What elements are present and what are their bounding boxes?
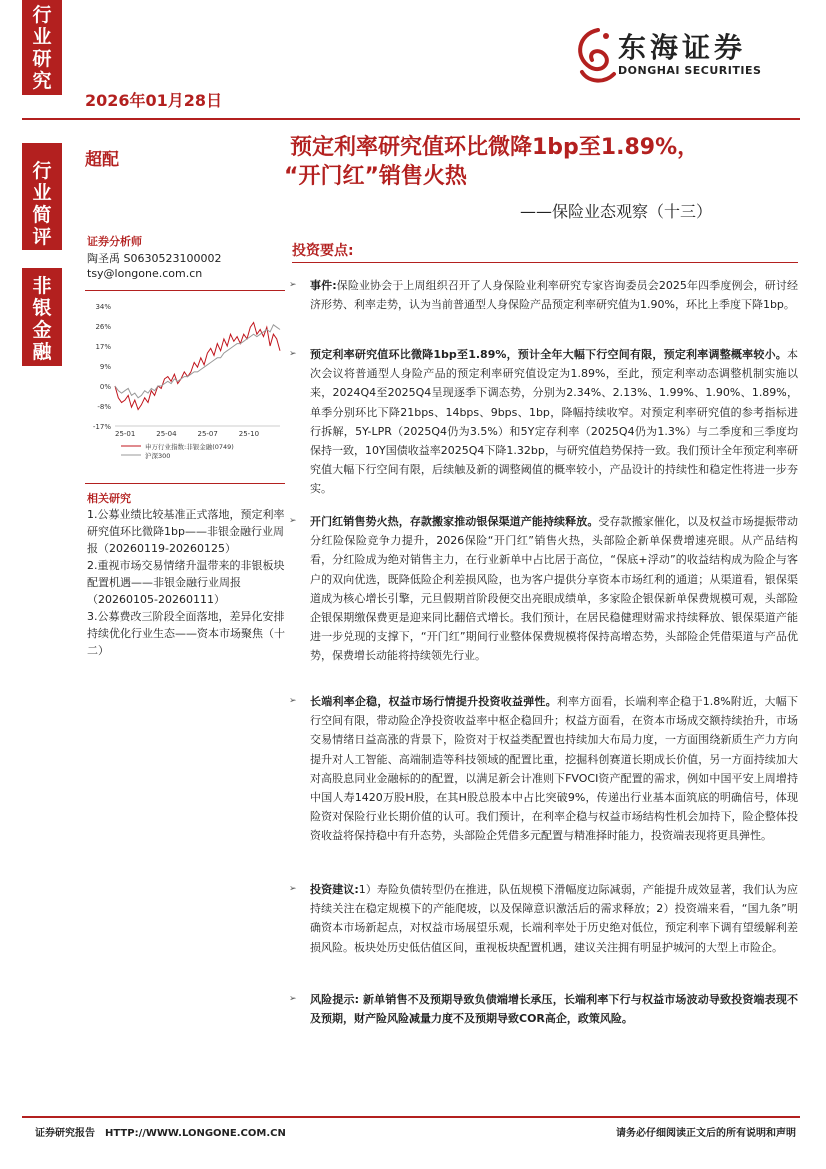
report-subtitle: ——保险业态观察（十三） [520, 202, 713, 221]
key-points-heading: 投资要点: [292, 243, 354, 259]
key-point-item [289, 880, 798, 957]
report-date: 2026年01月28日 [85, 91, 223, 110]
analyst-divider [85, 290, 285, 291]
footer-divider [22, 1116, 800, 1118]
key-point-text: 保险业协会于上周组织召开了人身保险业利率研究专家咨询委员会2025年四季度例会，研讨经济形势、利率走势，认为当前普通型人身保险产品预定利率研究值为1.90%，环比上季度下降1bp。 [310, 279, 798, 312]
bullet-arrow-icon: ➢ [289, 994, 297, 1004]
key-point-item [289, 692, 798, 846]
key-point-item [289, 512, 799, 666]
x-tick-label: 25-04 [156, 430, 177, 438]
chart-divider [85, 483, 285, 484]
bullet-arrow-icon: ➢ [289, 696, 297, 706]
key-point-lead: 风险提示: 新单销售不及预期导致负债端增长承压，长端利率下行与权益市场波动导致投资端表现不及预期，财产险风险减量力度不及预期导致COR高企，政策风险。 [310, 993, 798, 1026]
key-point-text: 利率方面看，长端利率企稳于1.8%附近，大幅下行空间有限，带动险企净投资收益率中枢企稳回升；权益方面看，在资本市场成交额持续抬升，市场交易情绪日益高涨的背景下，险资对于权益类配置也持续加大布局力度，一方面围绕新质生产力方向提升对人工智能、高端制造等科技领域的配置比重，挖掘科创赛道长期成长价值，另一方面持续加大对高股息同业金融标的的配置，以满足新会计准则下FVOCI资产配置的需求，例如中国平安上周增持中国人寿1420万股H股，在其H股总股本中占比突破9%，传递出行业基本面筑底的明确信号，体现险资对保险行业长期价值的认可。我们预计，在利率企稳与权益市场结构性机会加持下，险企整体投资收益将保持稳中有升态势，头部险企凭借多元配置与精准择时能力，投资端表现将更具弹性。 [310, 695, 798, 843]
title-line-2: “开门红”销售火热 [284, 164, 467, 189]
sidebar-label-industry-research: 行 业 研 究 [32, 4, 52, 92]
analyst-heading: 证券分析师 [87, 235, 142, 248]
sidebar-label-industry-brief: 行 业 简 评 [32, 160, 52, 248]
y-tick-label: 34% [95, 303, 111, 311]
analyst-cert: S0630523100002 [123, 252, 222, 265]
key-point-lead: 投资建议: [310, 883, 359, 896]
legend-label: 沪深300 [145, 452, 171, 460]
logo-text-en: DONGHAI SECURITIES [618, 64, 762, 77]
y-tick-label: 9% [99, 363, 111, 371]
key-point-item [289, 276, 798, 314]
related-research-item[interactable]: 2.重视市场交易情绪升温带来的非银板块配置机遇——非银金融行业周报（20260105-20260111） [87, 559, 285, 606]
logo-text-cn: 东海证券 [618, 31, 747, 64]
series-line-1 [115, 325, 280, 398]
rating-label: 超配 [85, 150, 119, 170]
title-line-1: 预定利率研究值环比微降1bp至1.89%， [290, 135, 700, 160]
bullet-arrow-icon: ➢ [289, 280, 297, 290]
y-tick-label: 0% [99, 383, 111, 391]
y-tick-label: -8% [97, 403, 111, 411]
related-research-heading: 相关研究 [87, 492, 131, 505]
related-research-item[interactable]: 1.公募业绩比较基准正式落地，预定利率研究值环比微降1bp——非银金融行业周报（20260119-20260125） [87, 508, 285, 555]
sidebar-label-nonbank: 非 银 金 融 [32, 275, 52, 363]
key-point-lead: 开门红销售势火热，存款搬家推动银保渠道产能持续释放。 [310, 515, 599, 528]
key-point-item [289, 990, 798, 1028]
key-point-text: 1）寿险负债转型仍在推进，队伍规模下滑幅度边际减弱，产能提升成效显著，我们认为应持续关注在稳定规模下的产能爬坡，以及保障意识激活后的需求释放；2）投资端来看，“国九条”明确资本市场新起点，对权益市场展望乐观，长端利率处于历史绝对低位，预定利率下调有望缓解利差损风险。板块处历史低估值区间，重视板块配置机遇，建议关注拥有明显护城河的大型上市险企。 [310, 883, 798, 954]
bullet-arrow-icon: ➢ [289, 349, 297, 359]
x-tick-label: 25-01 [115, 430, 136, 438]
x-tick-label: 25-10 [238, 430, 260, 438]
key-points-divider [292, 262, 798, 263]
y-tick-label: -17% [92, 423, 111, 431]
bullet-arrow-icon: ➢ [289, 516, 297, 526]
x-tick-label: 25-07 [197, 430, 218, 438]
footer-disclaimer: 请务必仔细阅读正文后的所有说明和声明 [616, 1128, 796, 1139]
key-point-lead: 事件: [310, 279, 337, 292]
key-point-text: 本次会议将普通型人身险产品的预定利率研究值设定为1.89%，至此，预定利率动态调整机制实施以来，2024Q4至2025Q4呈现逐季下调态势，分别为2.34%、2.13%、1.99%、1.90%、1.89%，单季分别环比下降21bps、14bps、9bps、1bp，降幅持续收窄。对预定利率研究值的参考指标进行拆解，5Y-LPR（2025Q4仍为3.5%）和5Y定存利率（2025Q4仍为1.3%）与二季度和三季度均保持一致，10Y国债收益率2025Q4下降1.32bp，与研究值趋势保持一致。我们预计全年预定利率研究值大幅下行空间有限，后续触及新的调整阈值的概率较小，产品设计的持续性和稳定性将进一步夯实。 [310, 348, 798, 496]
related-research-list [87, 506, 287, 659]
key-point-lead: 长端利率企稳，权益市场行情提升投资收益弹性。 [310, 695, 557, 708]
price-chart [85, 298, 285, 473]
key-point-text: 受存款搬家催化，以及权益市场提振带动分红险保险竞争力提升，2026保险“开门红”销售火热，头部险企新单保费增速亮眼。从产品结构看，分红险成为绝对销售主力，在行业新单中占比居于高位，“保底+浮动”的收益结构成为险企与客户的双向优选，既降低险企利差损风险，也为客户提供分享资本市场红利的通道；从渠道看，银保渠道成为核心增长引擎，元旦假期首阶段便交出亮眼成绩单，多家险企银保新单保费规模可观，头部险企银保期缴保费更是迎来同比翻倍式增长。我们预计，在居民稳健理财需求持续释放、银保渠道产能进一步兑现的支撑下，“开门红”期间行业整体保费规模将保持高增态势，头部险企凭借渠道与产品优势，保费增长动能将持续领先行业。 [310, 515, 799, 663]
analyst-name: 陶圣禹 [87, 252, 120, 265]
report-title [284, 133, 790, 191]
analyst-name-cert [87, 250, 221, 266]
header-divider [22, 118, 800, 120]
key-point-item [289, 345, 798, 499]
y-tick-label: 26% [95, 323, 111, 331]
key-point-lead: 预定利率研究值环比微降1bp至1.89%，预计全年大幅下行空间有限，预定利率调整概率较小。 [310, 348, 787, 361]
bullet-arrow-icon: ➢ [289, 884, 297, 894]
analyst-email[interactable]: tsy@longone.com.cn [87, 267, 203, 280]
footer-left: 证券研究报告 HTTP://WWW.LONGONE.COM.CN [35, 1128, 286, 1139]
y-tick-label: 17% [95, 343, 111, 351]
related-research-item[interactable]: 3.公募费改三阶段全面落地，差异化安排持续优化行业生态——资本市场聚焦（十二） [87, 610, 285, 657]
legend-label: 申万行业指数:非银金融(0749) [145, 443, 234, 451]
